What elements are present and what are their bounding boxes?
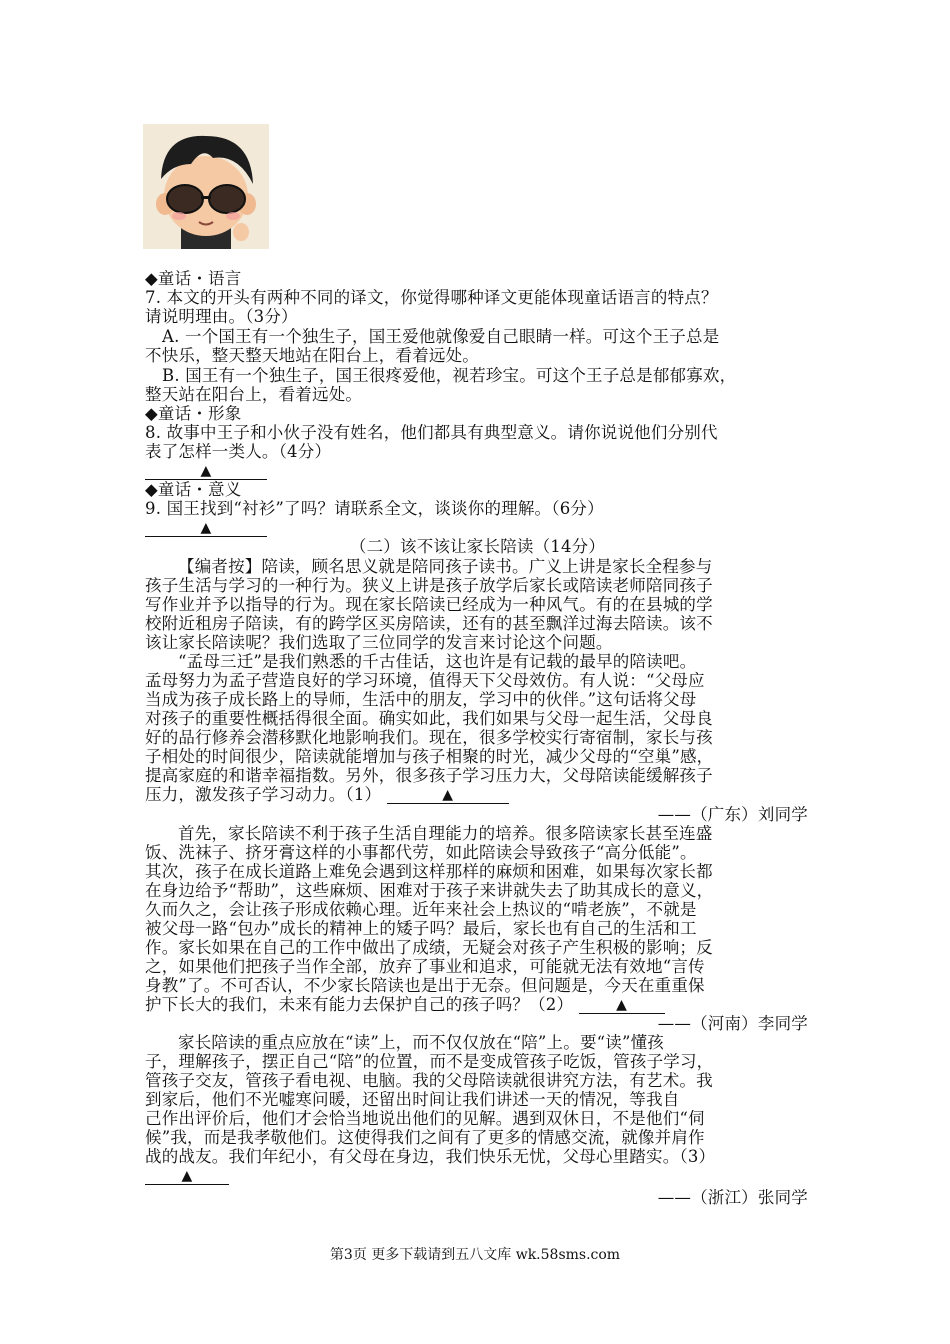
answer-marker: ▲ (442, 787, 454, 803)
editor-note-line: 校附近租房子陪读，有的跨学区买房陪读，还有的甚至飘洋过海去陪读。该不 (145, 614, 713, 633)
section-heading-image: ◆童话・形象 (145, 404, 242, 423)
editor-note-line: 【编者按】陪读，顾名思义就是陪同孩子读书。广义上讲是家长全程参与 (178, 557, 713, 576)
paragraph-3-line: 战的战友。我们年纪小，有父母在身边，我们快乐无忧，父母心里踏实。（3） (145, 1147, 716, 1166)
question-8-text-cont: 表了怎样一类人。（4分） (145, 442, 332, 461)
editor-note-line: 孩子生活与学习的一种行为。狭义上讲是孩子放学后家长或陪读老师陪同孩子 (145, 576, 713, 595)
paragraph-1-line: “孟母三迁”是我们熟悉的千古佳话，这也许是有记载的最早的陪读吧。 (178, 652, 697, 671)
page-footer: 第3页 更多下载请到五八文库 wk.58sms.com (329, 1247, 621, 1263)
section-heading-language: ◆童话・语言 (145, 269, 242, 288)
part-2-title: （二）该不该让家长陪读（14分） (349, 537, 606, 556)
signature-guangdong: ——（广东）刘同学 (657, 805, 808, 824)
paragraph-2-last-text: 护下长大的我们，未来有能力去保护自己的孩子吗？（2） (145, 995, 574, 1014)
answer-blank-q8[interactable] (145, 461, 810, 480)
paragraph-1-last-text: 压力，激发孩子学习动力。（1） (145, 785, 382, 804)
signature-zhejiang: ——（浙江）张同学 (657, 1188, 808, 1207)
editor-note-line: 该让家长陪读呢？我们选取了三位同学的发言来讨论这个问题。 (145, 633, 613, 652)
paragraph-3-line: 管孩子交友，管孩子看电视、电脑。我的父母陪读就很讲究方法，有艺术。我 (145, 1071, 713, 1090)
question-8-text: 8. 故事中王子和小伙子没有姓名，他们都具有典型意义。请你说说他们分别代 (145, 423, 718, 442)
option-a-text-cont: 不快乐，整天整天地站在阳台上，看着远处。 (145, 346, 479, 365)
section-heading-meaning: ◆童话・意义 (145, 480, 242, 499)
answer-marker: ▲ (181, 1168, 193, 1184)
paragraph-2-line: 久而久之，会让孩子形成依赖心理。近年来社会上热议的“啃老族”，不就是 (145, 900, 697, 919)
paragraph-2-line: 之，如果他们把孩子当作全部，放弃了事业和追求，可能就无法有效地“言传 (145, 957, 705, 976)
question-7-text-cont: 请说明理由。（3分） (145, 307, 298, 326)
paragraph-1-line: 好的品行修养会潜移默化地影响我们。现在，很多学校实行寄宿制，家长与孩 (145, 728, 713, 747)
paragraph-2-line: 被父母一路“包办”成长的精神上的矮子吗？最后，家长也有自己的生活和工 (145, 919, 697, 938)
answer-marker: ▲ (200, 463, 212, 479)
option-a-text: A. 一个国王有一个独生子，国王爱他就像爱自己眼睛一样。可这个王子总是 (162, 327, 720, 346)
paragraph-2-line: 其次，孩子在成长道路上难免会遇到这样那样的麻烦和困难，如果每次家长都 (145, 862, 713, 881)
question-7-text: 7. 本文的开头有两种不同的译文，你觉得哪种译文更能体现童话语言的特点？ (145, 288, 718, 307)
answer-blank-3[interactable] (145, 1166, 810, 1185)
answer-marker: ▲ (616, 997, 628, 1013)
answer-blank-1[interactable] (387, 785, 509, 804)
paragraph-3-line: 到家后，他们不光嘘寒问暖，还留出时间让我们讲述一天的情况，等我自 (145, 1090, 680, 1109)
option-b-text-cont: 整天站在阳台上，看着远处。 (145, 385, 363, 404)
editor-note-line: 写作业并予以指导的行为。现在家长陪读已经成为一种风气。有的在县城的学 (145, 595, 713, 614)
option-b-text: B. 国王有一个独生子，国王很疼爱他，视若珍宝。可这个王子总是郁郁寡欢， (162, 366, 737, 385)
paragraph-3-line: 己作出评价后，他们才会恰当地说出他们的见解。遇到双休日，不是他们“伺 (145, 1109, 705, 1128)
paragraph-3-line: 候”我，而是我孝敬他们。这使得我们之间有了更多的情感交流，就像并肩作 (145, 1128, 705, 1147)
signature-henan: ——（河南）李同学 (657, 1014, 808, 1033)
paragraph-1-line: 当成为孩子成长路上的导师，生活中的朋友，学习中的伙伴。”这句话将父母 (145, 690, 697, 709)
paragraph-3-line: 子，理解孩子，摆正自己“陪”的位置，而不是变成管孩子吃饭，管孩子学习， (145, 1052, 714, 1071)
paragraph-1-line: 孟母努力为孟子营造良好的学习环境，值得天下父母效仿。有人说：“父母应 (145, 671, 705, 690)
paragraph-2-line: 身教”了。不可否认，不少家长陪读也是出于无奈。但问题是，今天在重重保 (145, 976, 705, 995)
answer-blank-q9[interactable] (145, 518, 810, 537)
answer-marker: ▲ (200, 520, 212, 536)
paragraph-1-line: 提高家庭的和谐幸福指数。另外，很多孩子学习压力大，父母陪读能缓解孩子 (145, 766, 713, 785)
paragraph-2-last-line (145, 995, 810, 1014)
paragraph-1-line: 对孩子的重要性概括得很全面。确实如此，我们如果与父母一起生活，父母良 (145, 709, 713, 728)
answer-blank-2[interactable] (579, 995, 665, 1014)
paragraph-2-line: 首先，家长陪读不利于孩子生活自理能力的培养。很多陪读家长甚至连盛 (178, 824, 713, 843)
paragraph-1-last-line (145, 785, 810, 804)
paragraph-2-line: 在身边给予“帮助”，这些麻烦、困难对于孩子来讲就失去了助其成长的意义， (145, 881, 714, 900)
paragraph-1-line: 子相处的时间很少，陪读就能增加与孩子相聚的时光，减少父母的“空巢”感， (145, 747, 714, 766)
paragraph-2-line: 饭、洗袜子、挤牙膏这样的小事都代劳，如此陪读会导致孩子“高分低能”。 (145, 843, 697, 862)
paragraph-3-line: 家长陪读的重点应放在“读”上，而不仅仅放在“陪”上。要“读”懂孩 (178, 1033, 665, 1052)
paragraph-2-line: 作。家长如果在自己的工作中做出了成绩，无疑会对孩子产生积极的影响；反 (145, 938, 713, 957)
question-9-text: 9. 国王找到“衬衫”了吗？请联系全文，谈谈你的理解。（6分） (145, 499, 604, 518)
cartoon-avatar-image (143, 124, 269, 249)
